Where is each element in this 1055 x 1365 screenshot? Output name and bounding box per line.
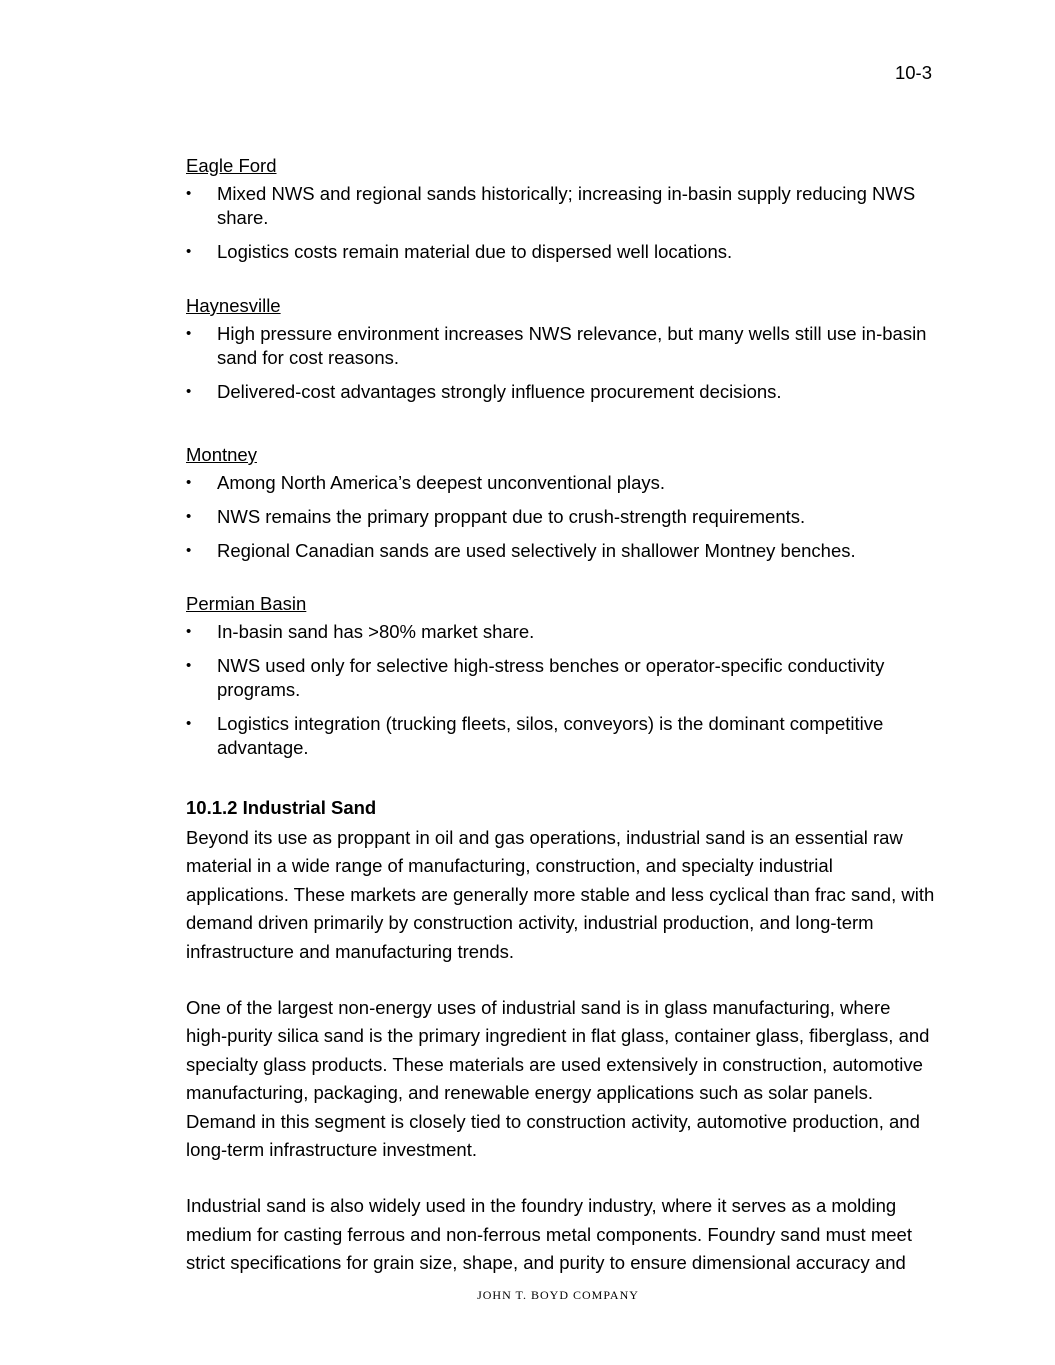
bullet-item: • High pressure environment increases NWS relevance, but many wells still use in-basin sand for cost reasons.: [186, 322, 936, 370]
section-heading: Montney: [186, 444, 257, 465]
bullet-item: • Mixed NWS and regional sands historically; increasing in-basin supply reducing NWS share.: [186, 182, 936, 230]
bullet-item: • Regional Canadian sands are used selectively in shallower Montney benches.: [186, 539, 936, 563]
bullet-item: • Delivered-cost advantages strongly influence procurement decisions.: [186, 380, 936, 404]
document-body: [186, 154, 936, 1306]
paragraph: Industrial sand is also widely used in the foundry industry, where it serves as a molding medium for casting ferrous and non-ferrous metal components. Foundry sand must meet strict specifications for grain size, shape, and purity to ensure dimensional accuracy and: [186, 1195, 912, 1274]
section-industrial-sand: [186, 796, 936, 1278]
section-haynesville: [186, 294, 936, 443]
bullet-list: [186, 182, 936, 264]
section-permian-basin: [186, 592, 936, 796]
bullet-list: [186, 620, 936, 760]
section-heading: Haynesville: [186, 295, 281, 316]
section-heading: Permian Basin: [186, 593, 307, 614]
paragraph: Beyond its use as proppant in oil and gas operations, industrial sand is an essential raw material in a wide range of manufacturing, construction, and specialty industrial applications. These markets are generally more stable and less cyclical than frac sand, with demand driven primarily by construction activity, industrial production, and long-term infrastructure and manufacturing trends.: [186, 827, 935, 962]
page-number: 10-3: [894, 62, 932, 83]
bullet-list: [186, 322, 936, 404]
section-montney: [186, 443, 936, 592]
footer-company-name: JOHN T. BOYD COMPANY: [477, 1288, 639, 1302]
bullet-item: • NWS remains the primary proppant due to crush-strength requirements.: [186, 505, 936, 529]
bullet-item: • Among North America’s deepest unconventional plays.: [186, 471, 936, 495]
subsection-heading: 10.1.2 Industrial Sand: [186, 797, 377, 818]
bullet-item: • In-basin sand has >80% market share.: [186, 620, 936, 644]
section-eagle-ford: [186, 154, 936, 294]
bullet-list: [186, 471, 936, 563]
paragraph: One of the largest non-energy uses of industrial sand is in glass manufacturing, where high-purity silica sand is the primary ingredient in flat glass, container glass, fiberglass, and specialty glass products. These materials are used extensively in construction, automotive manufacturing, packaging, and renewable energy applications such as solar panels. Demand in this segment is closely tied to construction activity, automotive production, and long-term infrastructure investment.: [186, 997, 930, 1161]
bullet-item: • Logistics costs remain material due to dispersed well locations.: [186, 240, 936, 264]
section-heading: Eagle Ford: [186, 155, 277, 176]
bullet-item: • Logistics integration (trucking fleets, silos, conveyors) is the dominant competitive advantage.: [186, 712, 936, 760]
bullet-item: • NWS used only for selective high-stress benches or operator-specific conductivity programs.: [186, 654, 936, 702]
